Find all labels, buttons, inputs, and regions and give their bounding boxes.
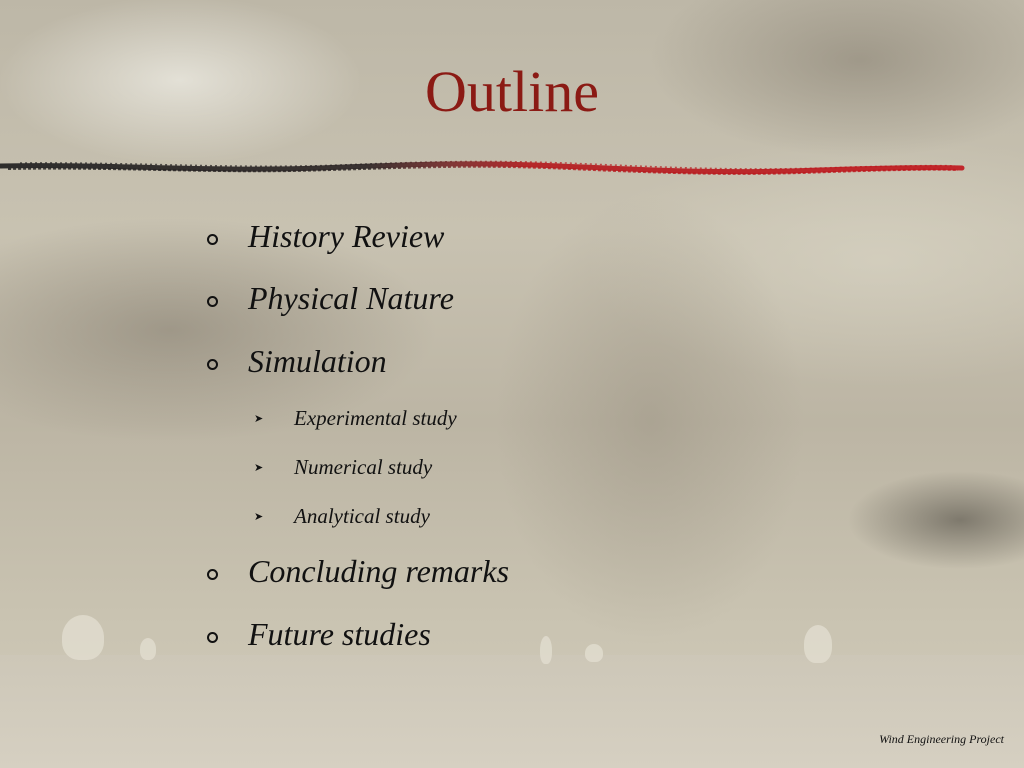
outline-subitem-label: Analytical study <box>294 504 430 528</box>
arrowhead-bullet-icon: ➤ <box>254 510 264 523</box>
slide-title: Outline <box>425 59 599 124</box>
horizon-ground <box>0 655 1024 768</box>
hollow-circle-bullet-icon <box>207 632 218 643</box>
tree-shape <box>540 636 552 664</box>
hollow-circle-bullet-icon <box>207 296 218 307</box>
tree-shape <box>585 644 603 662</box>
outline-item-label: Physical Nature <box>248 280 454 316</box>
brush-stroke-divider <box>0 150 1024 190</box>
slide-footer: Wind Engineering Project <box>879 732 1004 746</box>
arrowhead-bullet-icon: ➤ <box>254 412 264 425</box>
outline-item-label: Future studies <box>248 616 431 652</box>
hollow-circle-bullet-icon <box>207 569 218 580</box>
outline-item-label: History Review <box>248 218 445 254</box>
hollow-circle-bullet-icon <box>207 234 218 245</box>
arrowhead-bullet-icon: ➤ <box>254 461 264 474</box>
tree-shape <box>804 625 832 663</box>
tree-shape <box>140 638 156 660</box>
outline-item-label: Simulation <box>248 343 387 379</box>
tree-shape <box>62 615 104 660</box>
outline-subitem-label: Experimental study <box>294 406 457 430</box>
outline-item-label: Concluding remarks <box>248 553 510 589</box>
outline-subitem-label: Numerical study <box>294 455 433 479</box>
hollow-circle-bullet-icon <box>207 359 218 370</box>
